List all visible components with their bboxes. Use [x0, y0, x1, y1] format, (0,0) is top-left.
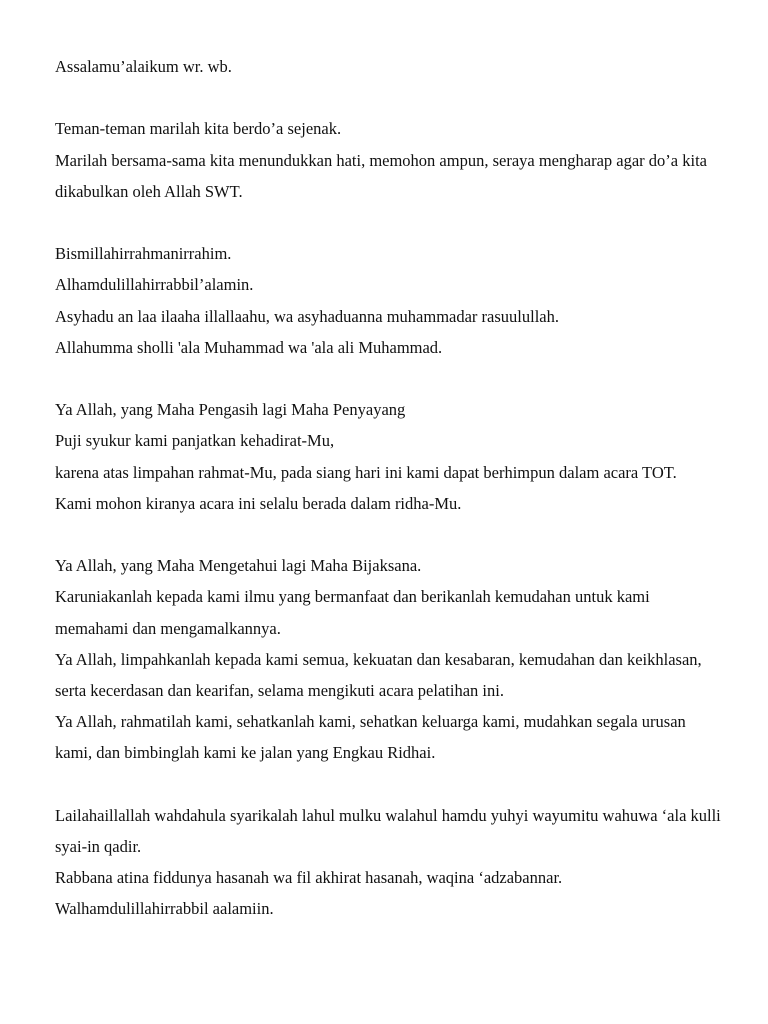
text-line: Bismillahirrahmanirrahim.: [55, 244, 232, 264]
text-line: karena atas limpahan rahmat-Mu, pada siang hari ini kami dapat berhimpun dalam acara TOT.: [55, 462, 677, 482]
text-line: Asyhadu an laa ilaaha illallaahu, wa asyhaduanna muhammadar rasuulullah.: [55, 306, 559, 326]
text-line: Alhamdulillahirrabbil’alamin.: [55, 275, 254, 295]
paragraph-gratitude: [55, 394, 725, 519]
text-line: Rabbana atina fiddunya hasanah wa fil akhirat hasanah, waqina ‘adzabannar.: [55, 868, 563, 888]
text-line: Ya Allah, yang Maha Mengetahui lagi Maha Bijaksana.: [55, 556, 422, 576]
text-line: Kami mohon kiranya acara ini selalu berada dalam ridha-Mu.: [55, 493, 462, 513]
paragraph-supplication: [55, 550, 725, 768]
text-line: Ya Allah, limpahkanlah kepada kami semua, kekuatan dan kesabaran, kemudahan dan keikhlasan, serta kecerdasan dan kearifan, selama mengikuti acara pelatihan ini.: [55, 649, 702, 700]
text-line: Ya Allah, rahmatilah kami, sehatkanlah kami, sehatkan keluarga kami, mudahkan segala urusan kami, dan bimbinglah kami ke jalan yang Engkau Ridhai.: [55, 712, 686, 763]
paragraph-closing: [55, 800, 725, 925]
text-line: Ya Allah, yang Maha Pengasih lagi Maha Penyayang: [55, 400, 406, 420]
text-line: Assalamu’alaikum wr. wb.: [55, 57, 232, 76]
text-line: Allahumma sholli 'ala Muhammad wa 'ala ali Muhammad.: [55, 337, 443, 357]
text-line: Puji syukur kami panjatkan kehadirat-Mu,: [55, 431, 335, 451]
text-line: Walhamdulillahirrabbil aalamiin.: [55, 899, 274, 919]
paragraph-greeting: [55, 51, 725, 82]
paragraph-invitation: [55, 113, 725, 207]
text-line: Lailahaillallah wahdahula syarikalah lahul mulku walahul hamdu yuhyi wayumitu wahuwa ‘ala kulli syai-in qadir.: [55, 805, 721, 856]
paragraph-opening: [55, 238, 725, 363]
text-line: Karuniakanlah kepada kami ilmu yang bermanfaat dan berikanlah kemudahan untuk kami memahami dan mengamalkannya.: [55, 587, 650, 638]
document-page: [55, 51, 725, 925]
text-line: Marilah bersama-sama kita menundukkan hati, memohon ampun, seraya mengharap agar do’a kita dikabulkan oleh Allah SWT.: [55, 150, 707, 201]
text-line: Teman-teman marilah kita berdo’a sejenak.: [55, 119, 342, 139]
